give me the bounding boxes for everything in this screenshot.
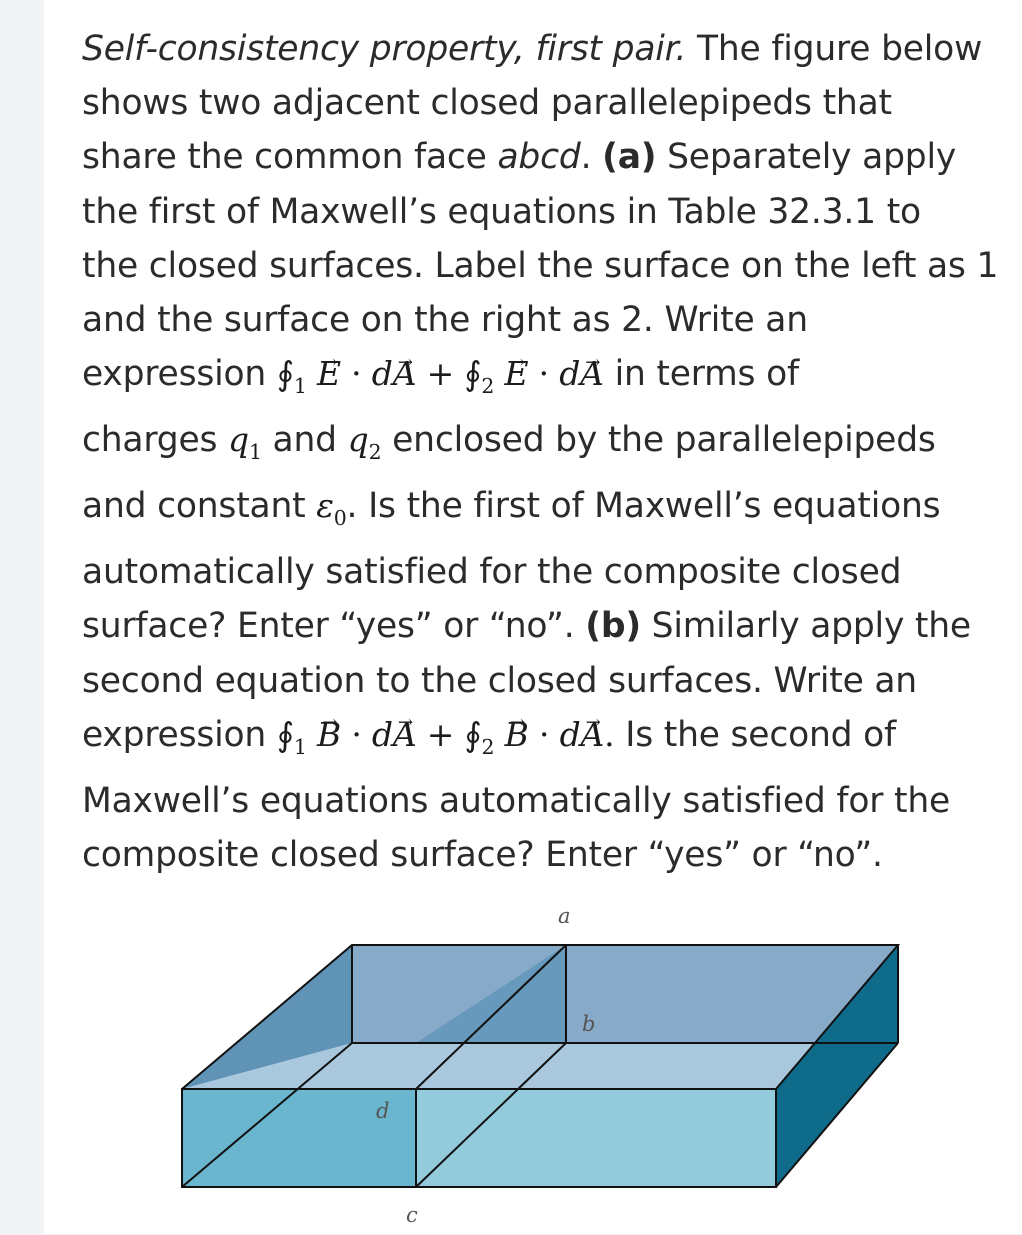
problem-line-12: second equation to the closed surfaces. Write an <box>82 660 917 701</box>
label-a: a <box>558 904 571 928</box>
electric-flux-expression: $∮_1 \to E \cdot d\to A$ + $∮_2 \to E \cdot d\to A$ <box>277 354 604 393</box>
problem-line-10: automatically satisfied for the composite closed <box>82 552 902 593</box>
magnetic-flux-expression: $∮_1 \to B \cdot d\to A$ + $∮_2 \to B \cdot d\to A$. <box>277 715 615 754</box>
parallelepipeds-figure <box>170 895 910 1235</box>
epsilon-0: $\varepsilon_0$ <box>316 486 347 530</box>
problem-line-3: share the common face abcd. (a) Separately apply <box>82 137 957 178</box>
problem-line-14: Maxwell’s equations automatically satisfied for the <box>82 780 951 821</box>
label-c: c <box>406 1203 418 1227</box>
label-d: d <box>376 1099 390 1123</box>
problem-line-5: the closed surfaces. Label the surface on the left as 1 <box>82 245 999 286</box>
part-a-label: (a) <box>602 137 657 178</box>
problem-line-6: and the surface on the right as 2. Write an <box>82 300 808 341</box>
problem-line-11: surface? Enter “yes” or “no”. (b) Similarly apply the <box>82 606 971 647</box>
problem-line-8: charges $q_1$ and $q_2$ enclosed by the parallelepipeds <box>82 420 936 464</box>
charge-q2: $q_2$ <box>347 420 382 464</box>
problem-line-7: expression $∮_1 \to E \cdot d\to A$ + $∮_2 \to E \cdot d\to A$ in terms of <box>82 347 1012 413</box>
part-b-label: (b) <box>585 606 641 647</box>
problem-line-4: the first of Maxwell’s equations in Table 32.3.1 to <box>82 191 921 232</box>
charge-q1: $q_1$ <box>228 420 262 464</box>
front-face-right <box>416 1089 776 1187</box>
problem-line-2: shows two adjacent closed parallelepipeds that <box>82 83 892 124</box>
problem-line-15: composite closed surface? Enter “yes” or “no”. <box>82 834 883 875</box>
problem-statement <box>82 22 1012 882</box>
label-b: b <box>582 1012 596 1036</box>
problem-line-9: and constant $\varepsilon_0$. Is the first of Maxwell’s equations <box>82 486 941 530</box>
parallelepipeds-diagram <box>170 895 910 1235</box>
problem-title: Self-consistency property, first pair. <box>82 29 687 69</box>
problem-line-1: Self-consistency property, first pair. The figure below <box>82 29 983 69</box>
face-abcd: abcd <box>497 137 581 178</box>
problem-line-13: expression $∮_1 \to B \cdot d\to A$ + $∮_2 \to B \cdot d\to A$. Is the second of <box>82 708 1012 774</box>
